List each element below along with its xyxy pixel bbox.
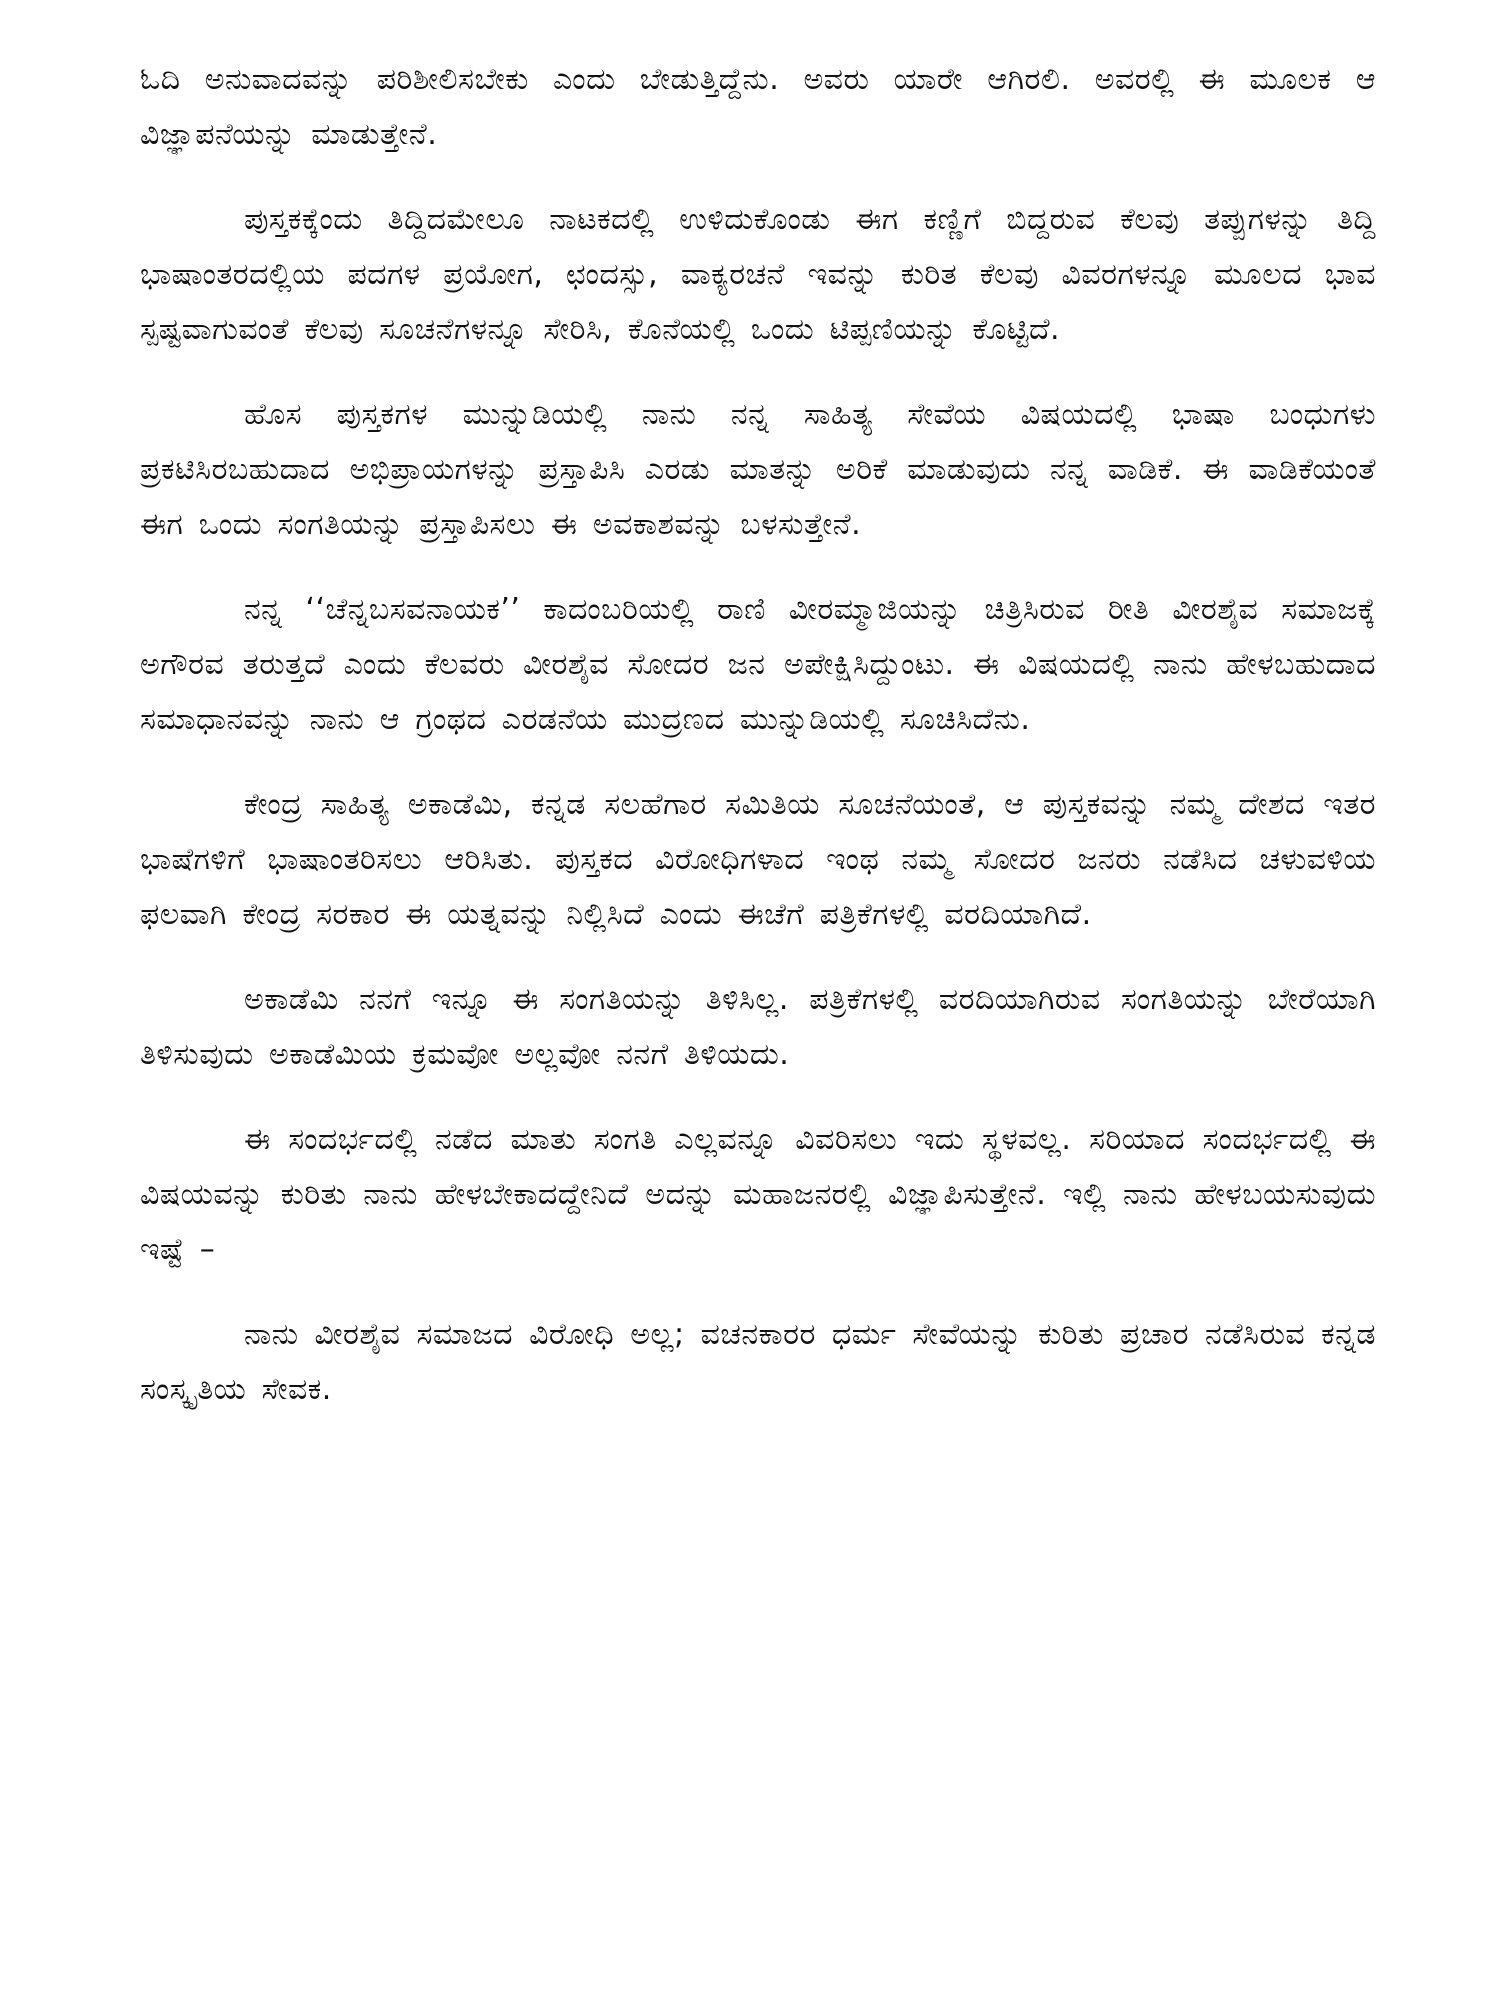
paragraph-4: ನನ್ನ ‘‘ಚೆನ್ನಬಸವನಾಯಕ’’ ಕಾದಂಬರಿಯಲ್ಲಿ ರಾಣಿ ವೀರಮ್ಮಾಜಿಯನ್ನು ಚಿತ್ರಿಸಿರುವ ರೀತಿ ವೀರಶೈವ ಸಮಾಜಕ್ಕೆ ಅಗೌರವ ತರುತ್ತದೆ ಎಂದು ಕೆಲವರು ವೀರಶೈವ ಸೋದರ ಜನ ಅಪೇಕ್ಷಿಸಿದ್ದುಂಟು. ಈ ವಿಷಯದಲ್ಲಿ ನಾನು ಹೇಳಬಹುದಾದ ಸಮಾಧಾನವನ್ನು ನಾನು ಆ ಗ್ರಂಥದ ಎರಡನೆಯ ಮುದ್ರಣದ ಮುನ್ನುಡಿಯಲ್ಲಿ ಸೂಚಿಸಿದೆನು. bbox=[140, 592, 1376, 737]
paragraph-7: ಈ ಸಂದರ್ಭದಲ್ಲಿ ನಡೆದ ಮಾತು ಸಂಗತಿ ಎಲ್ಲವನ್ನೂ ವಿವರಿಸಲು ಇದು ಸ್ಥಳವಲ್ಲ. ಸರಿಯಾದ ಸಂದರ್ಭದಲ್ಲಿ ಈ ವಿಷಯವನ್ನು ಕುರಿತು ನಾನು ಹೇಳಬೇಕಾದದ್ದೇನಿದೆ ಅದನ್ನು ಮಹಾಜನರಲ್ಲಿ ವಿಜ್ಞಾಪಿಸುತ್ತೇನೆ. ಇಲ್ಲಿ ನಾನು ಹೇಳಬಯಸುವುದು ಇಷ್ಟೆ – bbox=[140, 1122, 1376, 1267]
paragraph-6: ಅಕಾಡೆಮಿ ನನಗೆ ಇನ್ನೂ ಈ ಸಂಗತಿಯನ್ನು ತಿಳಿಸಿಲ್ಲ. ಪತ್ರಿಕೆಗಳಲ್ಲಿ ವರದಿಯಾಗಿರುವ ಸಂಗತಿಯನ್ನು ಬೇರೆಯಾಗಿ ತಿಳಿಸುವುದು ಅಕಾಡೆಮಿಯ ಕ್ರಮವೋ ಅಲ್ಲವೋ ನನಗೆ ತಿಳಿಯದು. bbox=[140, 982, 1376, 1072]
paragraph-8: ನಾನು ವೀರಶೈವ ಸಮಾಜದ ವಿರೋಧಿ ಅಲ್ಲ; ವಚನಕಾರರ ಧರ್ಮ ಸೇವೆಯನ್ನು ಕುರಿತು ಪ್ರಚಾರ ನಡೆಸಿರುವ ಕನ್ನಡ ಸಂಸ್ಕೃತಿಯ ಸೇವಕ. bbox=[140, 1317, 1376, 1407]
paragraph-1: ಓದಿ ಅನುವಾದವನ್ನು ಪರಿಶೀಲಿಸಬೇಕು ಎಂದು ಬೇಡುತ್ತಿದ್ದೆನು. ಅವರು ಯಾರೇ ಆಗಿರಲಿ. ಅವರಲ್ಲಿ ಈ ಮೂಲಕ ಆ ವಿಜ್ಞಾಪನೆಯನ್ನು ಮಾಡುತ್ತೇನೆ. bbox=[140, 62, 1376, 152]
paragraph-2: ಪುಸ್ತಕಕ್ಕೆಂದು ತಿದ್ದಿದಮೇಲೂ ನಾಟಕದಲ್ಲಿ ಉಳಿದುಕೊಂಡು ಈಗ ಕಣ್ಣಿಗೆ ಬಿದ್ದರುವ ಕೆಲವು ತಪ್ಪುಗಳನ್ನು ತಿದ್ದಿ ಭಾಷಾಂತರದಲ್ಲಿಯ ಪದಗಳ ಪ್ರಯೋಗ, ಛಂದಸ್ಸು, ವಾಕ್ಯರಚನೆ ಇವನ್ನು ಕುರಿತ ಕೆಲವು ವಿವರಗಳನ್ನೂ ಮೂಲದ ಭಾವ ಸ್ಪಷ್ಟವಾಗುವಂತೆ ಕೆಲವು ಸೂಚನೆಗಳನ್ನೂ ಸೇರಿಸಿ, ಕೊನೆಯಲ್ಲಿ ಒಂದು ಟಿಪ್ಪಣಿಯನ್ನು ಕೊಟ್ಟಿದೆ. bbox=[140, 202, 1376, 347]
paragraph-5: ಕೇಂದ್ರ ಸಾಹಿತ್ಯ ಅಕಾಡೆಮಿ, ಕನ್ನಡ ಸಲಹೆಗಾರ ಸಮಿತಿಯ ಸೂಚನೆಯಂತೆ, ಆ ಪುಸ್ತಕವನ್ನು ನಮ್ಮ ದೇಶದ ಇತರ ಭಾಷೆಗಳಿಗೆ ಭಾಷಾಂತರಿಸಲು ಆರಿಸಿತು. ಪುಸ್ತಕದ ವಿರೋಧಿಗಳಾದ ಇಂಥ ನಮ್ಮ ಸೋದರ ಜನರು ನಡೆಸಿದ ಚಳುವಳಿಯ ಫಲವಾಗಿ ಕೇಂದ್ರ ಸರಕಾರ ಈ ಯತ್ನವನ್ನು ನಿಲ್ಲಿಸಿದೆ ಎಂದು ಈಚೆಗೆ ಪತ್ರಿಕೆಗಳಲ್ಲಿ ವರದಿಯಾಗಿದೆ. bbox=[140, 787, 1376, 932]
paragraph-3: ಹೊಸ ಪುಸ್ತಕಗಳ ಮುನ್ನುಡಿಯಲ್ಲಿ ನಾನು ನನ್ನ ಸಾಹಿತ್ಯ ಸೇವೆಯ ವಿಷಯದಲ್ಲಿ ಭಾಷಾ ಬಂಧುಗಳು ಪ್ರಕಟಿಸಿರಬಹುದಾದ ಅಭಿಪ್ರಾಯಗಳನ್ನು ಪ್ರಸ್ತಾಪಿಸಿ ಎರಡು ಮಾತನ್ನು ಅರಿಕೆ ಮಾಡುವುದು ನನ್ನ ವಾಡಿಕೆ. ಈ ವಾಡಿಕೆಯಂತೆ ಈಗ ಒಂದು ಸಂಗತಿಯನ್ನು ಪ್ರಸ್ತಾಪಿಸಲು ಈ ಅವಕಾಶವನ್ನು ಬಳಸುತ್ತೇನೆ. bbox=[140, 397, 1376, 542]
